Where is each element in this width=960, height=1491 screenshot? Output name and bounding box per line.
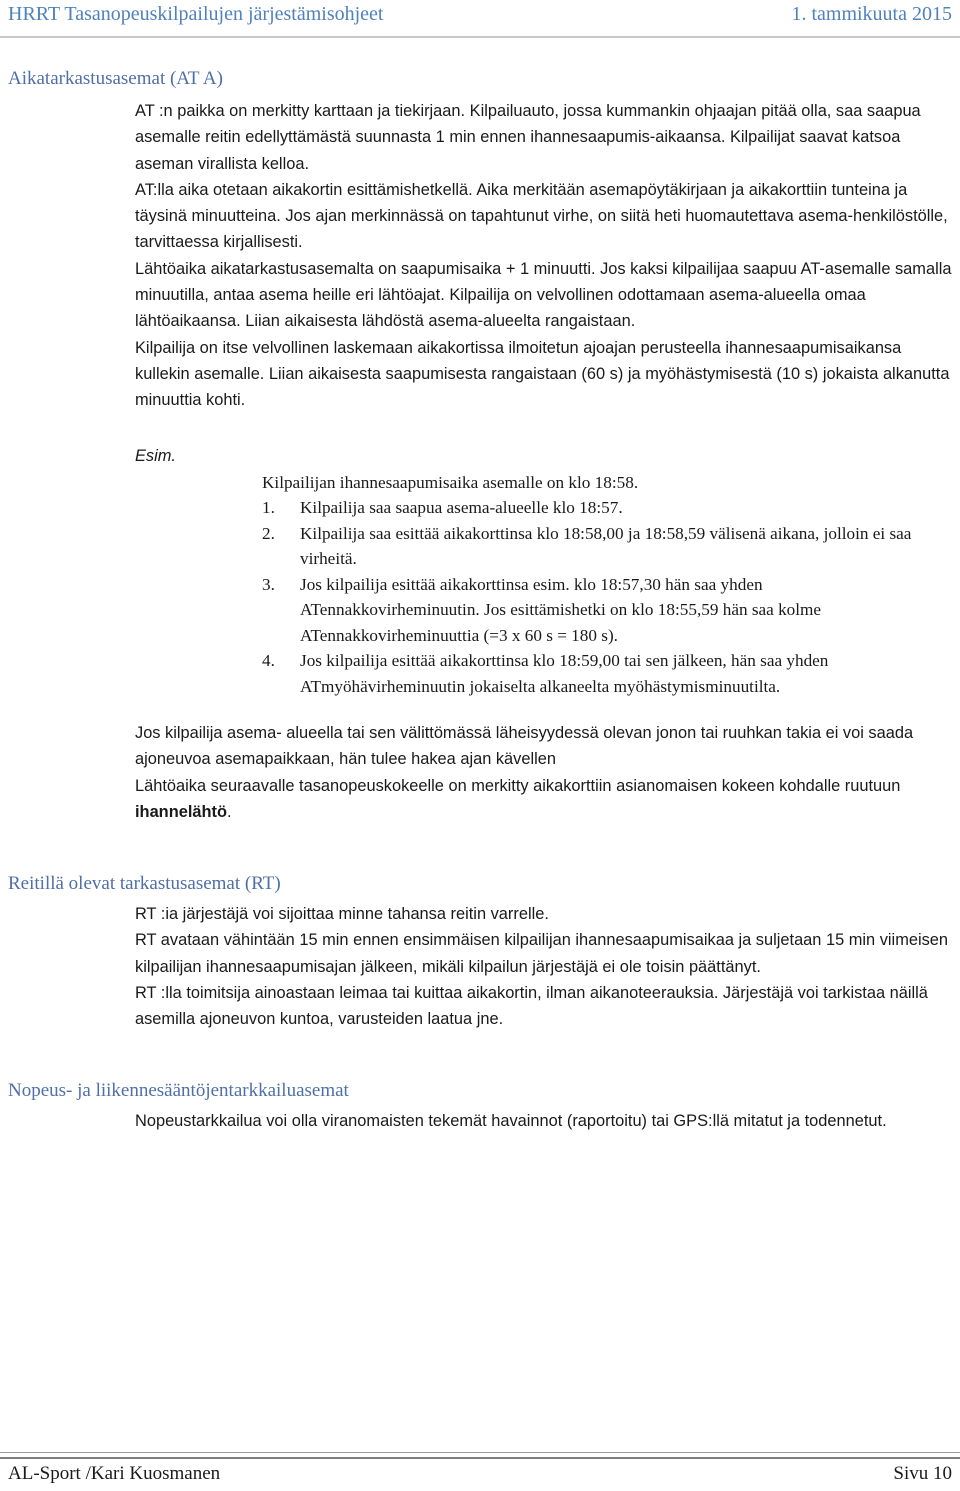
list-item-number: 4.: [262, 651, 275, 670]
example-intro: Kilpailijan ihannesaapumisaika asemalle on klo 18:58.: [262, 472, 639, 492]
section-heading-at: Aikatarkastusasemat (AT A): [8, 68, 223, 89]
list-item-number: 2.: [262, 523, 275, 543]
section-speed-body: [135, 1108, 955, 1134]
paragraph: RT avataan vähintään 15 min ennen ensimmäisen kilpailijan ihannesaapumisaikaa ja suljetaan 15 min viimeisen kilpailijan ihannesaapumisajan jälkeen, mikäli kilpailun järjestäjä ei ole toisin päättänyt.: [135, 931, 949, 976]
list-item: [135, 495, 955, 521]
list-item-number: 3.: [262, 574, 275, 594]
footer-rule: [0, 1452, 960, 1459]
section-heading-speed: Nopeus- ja liikennesääntöjentarkkailuasemat: [8, 1080, 349, 1101]
document-title: HRRT Tasanopeuskilpailujen järjestämisohjeet: [8, 3, 384, 25]
example-block: [135, 443, 955, 699]
paragraph: Kilpailija on itse velvollinen laskemaan aikakortissa ilmoitetun ajoajan perusteella ihannesaapumisaikansa kullekin asemalle. Liian aikaisesta saapumisesta rangaistaan (60 s) ja myöhästymisestä (10 s) jokaista alkanutta minuuttia kohti.: [135, 338, 950, 410]
section-heading-rt: Reitillä olevat tarkastusasemat (RT): [8, 873, 281, 894]
list-item-text: Kilpailija saa saapua asema-alueelle klo 18:57.: [300, 498, 623, 517]
list-item: [135, 648, 955, 699]
document-date: 1. tammikuuta 2015: [791, 3, 952, 25]
section-at-closing: [135, 720, 955, 825]
page-number: Sivu 10: [893, 1463, 952, 1484]
paragraph: Jos kilpailija asema- alueella tai sen välittömässä läheisyydessä olevan jonon tai ruuhkan takia ei voi saada ajoneuvoa asemapaikkaan, hän tulee hakea ajan kävellen: [135, 724, 914, 769]
list-item: [135, 521, 955, 572]
paragraph: Lähtöaika seuraavalle tasanopeuskokeelle on merkitty aikakorttiin asianomaisen kokeen kohdalle ruutuun ihannelähtö.: [135, 776, 901, 821]
paragraph: AT:lla aika otetaan aikakortin esittämishetkellä. Aika merkitään asemapöytäkirjaan ja aikakorttiin tunteina ja täysinä minuutteina. Jos ajan merkinnässä on tapahtunut virhe, on siitä heti huomautettava asema-henkilöstölle, tarvittaessa kirjallisesti.: [135, 180, 948, 252]
list-item-text: Jos kilpailija esittää aikakorttinsa klo 18:59,00 tai sen jälkeen, hän saa yhden ATmyöhävirheminuutin jokaiselta alkaneelta myöhästymisminuutilta.: [300, 651, 829, 696]
list-item: [135, 572, 955, 649]
page-header: [0, 0, 960, 38]
footer-author: AL-Sport /Kari Kuosmanen: [8, 1463, 221, 1484]
bold-term: ihannelähtö: [135, 802, 227, 821]
paragraph: RT :ia järjestäjä voi sijoittaa minne tahansa reitin varrelle.: [135, 905, 549, 923]
section-at-body: [135, 98, 955, 414]
list-item-text: Kilpailija saa esittää aikakorttinsa klo 18:58,00 ja 18:58,59 välisenä aikana, jolloin ei saa virheitä.: [300, 523, 912, 568]
paragraph: Lähtöaika aikatarkastusasemalta on saapumisaika + 1 minuutti. Jos kaksi kilpailijaa saapuu AT-asemalle samalla minuutilla, antaa asema heille eri lähtöajat. Kilpailija on velvollinen odottamaan asema-alueella omaa lähtöaikaansa. Liian aikaisesta lähdöstä asema-alueelta rangaistaan.: [135, 259, 952, 331]
paragraph: AT :n paikka on merkitty karttaan ja tiekirjaan. Kilpailuauto, jossa kummankin ohjaajan pitää olla, saa saapua asemalle reitin edellyttämästä suunnasta 1 min ennen ihannesaapumis-aikaansa. Kilpailijat saavat katsoa aseman virallista kelloa.: [135, 102, 921, 173]
paragraph: RT :lla toimitsija ainoastaan leimaa tai kuittaa aikakortin, ilman aikanoteerauksia. Järjestäjä voi tarkistaa näillä asemilla ajoneuvon kuntoa, varusteiden laatua jne.: [135, 983, 928, 1029]
section-rt-body: [135, 901, 955, 1032]
paragraph: Nopeustarkkailua voi olla viranomaisten tekemät havainnot (raportoitu) tai GPS:llä mitatut ja todennetut.: [135, 1112, 887, 1130]
list-item-text: Jos kilpailija esittää aikakorttinsa esim. klo 18:57,30 hän saa yhden ATennakkovirheminuutin. Jos esittämishetki on klo 18:55,59 hän saa kolme ATennakkovirheminuuttia (=3 x 60 s = 180 s).: [300, 574, 822, 645]
list-item-number: 1.: [262, 498, 275, 517]
example-label: Esim.: [135, 447, 176, 465]
